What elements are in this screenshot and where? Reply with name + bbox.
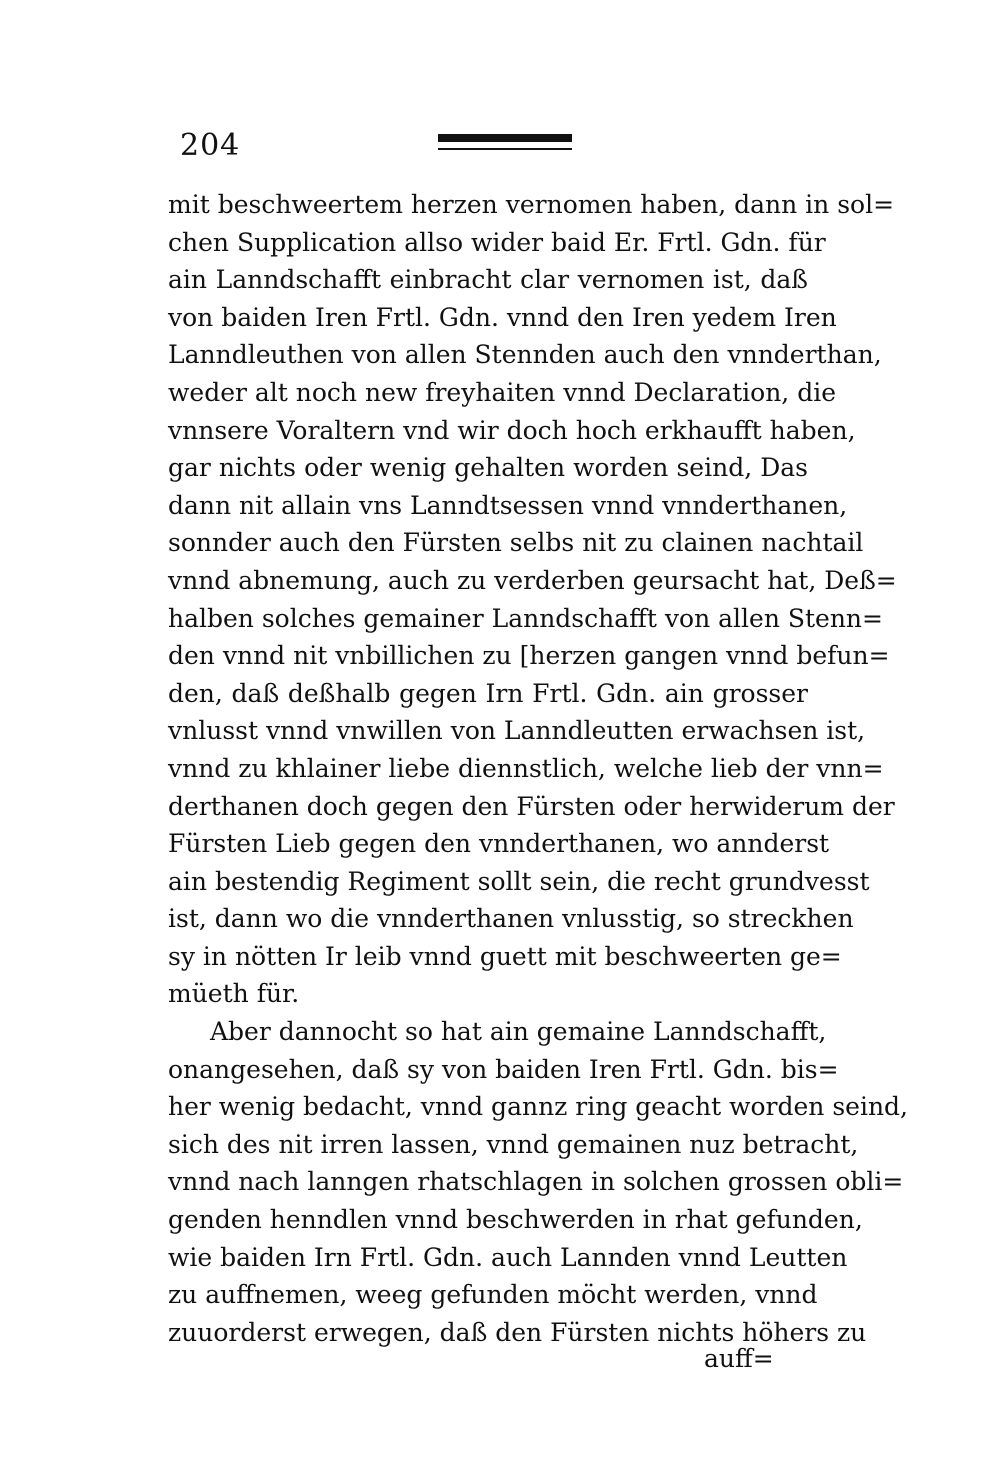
text-line: zuuorderst erwegen, daß den Fürsten nichts höhers zu (168, 1317, 867, 1347)
text-line: sich des nit irren lassen, vnnd gemainen nuz betracht, (168, 1129, 859, 1159)
text-line: vnnd nach lanngen rhatschlagen in solchen grossen obli= (168, 1167, 904, 1197)
text-line: chen Supplication allso wider baid Er. Frtl. Gdn. für (168, 227, 826, 257)
ornament-thick-rule (438, 134, 572, 142)
header-ornament-rule (438, 134, 572, 154)
text-line: zu auffnemen, weeg gefunden möcht werden, vnnd (168, 1280, 818, 1310)
text-line: müeth für. (168, 979, 300, 1009)
text-line: ain bestendig Regiment sollt sein, die recht grundvesst (168, 866, 870, 896)
text-line: wie baiden Irn Frtl. Gdn. auch Lannden vnnd Leutten (168, 1242, 848, 1272)
text-line: onangesehen, daß sy von baiden Iren Frtl. Gdn. bis= (168, 1054, 839, 1084)
text-line: von baiden Iren Frtl. Gdn. vnnd den Iren yedem Iren (168, 302, 837, 332)
text-line: den vnnd nit vnbillichen zu [herzen gangen vnnd befun= (168, 641, 890, 671)
text-line: her wenig bedacht, vnnd gannz ring geacht worden seind, (168, 1092, 909, 1122)
body-text (168, 186, 909, 1351)
text-line: ist, dann wo die vnnderthanen vnlusstig, so streckhen (168, 904, 854, 934)
text-line: derthanen doch gegen den Fürsten oder herwiderum der (168, 791, 895, 821)
text-line: gar nichts oder wenig gehalten worden seind, Das (168, 453, 808, 483)
catchword: auff= (704, 1344, 774, 1373)
text-line: sy in nötten Ir leib vnnd guett mit beschweerten ge= (168, 941, 842, 971)
text-line: sonnder auch den Fürsten selbs nit zu clainen nachtail (168, 528, 864, 558)
page-number: 204 (180, 128, 241, 163)
text-line: weder alt noch new freyhaiten vnnd Declaration, die (168, 377, 836, 407)
ornament-thin-rule (438, 148, 572, 150)
text-line: Aber dannocht so hat ain gemaine Lanndschafft, (210, 1017, 827, 1047)
text-line: vnnd zu khlainer liebe diennstlich, welche lieb der vnn= (168, 753, 884, 783)
text-line: vnlusst vnnd vnwillen von Lanndleutten erwachsen ist, (168, 716, 866, 746)
text-line: Lanndleuthen von allen Stennden auch den vnnderthan, (168, 340, 882, 370)
text-line: mit beschweertem herzen vernomen haben, dann in sol= (168, 190, 895, 219)
text-line: dann nit allain vns Lanndtsessen vnnd vnnderthanen, (168, 490, 848, 520)
text-line: vnnsere Voraltern vnd wir doch hoch erkhaufft haben, (168, 415, 856, 445)
text-line: Fürsten Lieb gegen den vnnderthanen, wo annderst (168, 829, 830, 859)
text-line: den, daß deßhalb gegen Irn Frtl. Gdn. ain grosser (168, 678, 808, 708)
text-line: genden henndlen vnnd beschwerden in rhat gefunden, (168, 1205, 863, 1235)
text-line: halben solches gemainer Lanndschafft von allen Stenn= (168, 603, 883, 633)
text-line: vnnd abnemung, auch zu verderben geursacht hat, Deß= (168, 565, 897, 595)
text-line: ain Lanndschafft einbracht clar vernomen ist, daß (168, 265, 808, 295)
